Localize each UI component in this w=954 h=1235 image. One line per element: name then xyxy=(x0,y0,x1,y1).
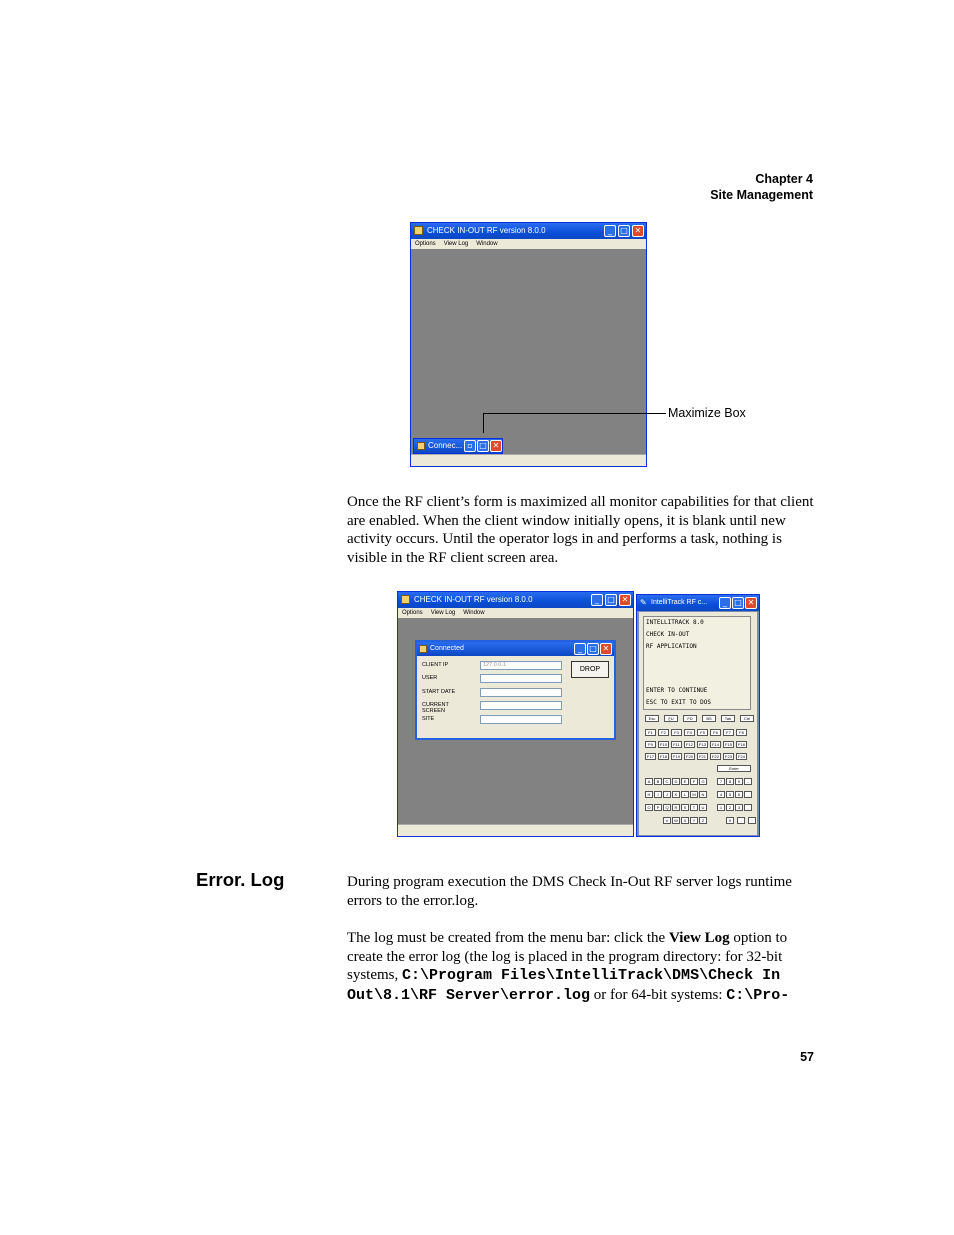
key-s[interactable]: S xyxy=(681,804,689,811)
key-a[interactable]: A xyxy=(645,778,653,785)
minimized-connected-window[interactable] xyxy=(413,438,503,454)
key-e[interactable]: E xyxy=(681,778,689,785)
callout-line-vertical xyxy=(483,413,484,433)
key-f16[interactable]: F16 xyxy=(736,741,747,748)
window-title: CHECK IN-OUT RF version 8.0.0 xyxy=(427,226,546,235)
key-f12[interactable]: F12 xyxy=(684,741,695,748)
key-f[interactable]: F xyxy=(690,778,698,785)
key-b[interactable]: B xyxy=(654,778,662,785)
maximize-icon-2[interactable]: □ xyxy=(605,594,617,606)
p3-pre: The log must be created from the menu bar: click the xyxy=(347,930,669,946)
key-f14[interactable]: F14 xyxy=(710,741,721,748)
key-f6[interactable]: F6 xyxy=(710,729,721,736)
key-[interactable]: - xyxy=(744,778,752,785)
menu-bar xyxy=(411,239,646,249)
menu-bar-2 xyxy=(398,608,633,618)
key-f24[interactable]: F24 xyxy=(736,753,747,760)
menu-view-log-2[interactable]: View Log xyxy=(430,610,456,616)
key-w[interactable]: W xyxy=(672,817,680,824)
status-bar xyxy=(411,454,646,466)
callout-line-horizontal xyxy=(483,413,666,414)
terminal-line: CHECK IN-OUT xyxy=(646,631,690,638)
status-bar-2 xyxy=(398,824,633,836)
terminal-title-bar xyxy=(637,595,759,611)
key-[interactable]: , xyxy=(744,791,752,798)
terminal-minimize-icon[interactable]: _ xyxy=(719,597,731,609)
key-0[interactable]: 0 xyxy=(726,817,734,824)
window-title-2: CHECK IN-OUT RF version 8.0.0 xyxy=(414,595,533,604)
key-k[interactable]: K xyxy=(672,791,680,798)
connected-window xyxy=(415,640,616,740)
key-fd[interactable]: FD xyxy=(683,715,697,722)
client-ip-field[interactable]: 127.0.0.1 xyxy=(480,661,562,670)
drop-button[interactable]: DROP xyxy=(571,661,609,678)
terminal-body xyxy=(639,612,757,835)
path-32bit: C:\Program Files\IntelliTrack\DMS\Check In Out\8.1\RF Server\error.log xyxy=(347,967,781,1004)
menu-view-log[interactable]: View Log xyxy=(443,241,469,247)
label-current-screen: CURRENT SCREEN xyxy=(422,702,449,714)
key-g[interactable]: G xyxy=(699,778,707,785)
key-2[interactable]: 2 xyxy=(726,804,734,811)
section-heading: Error. Log xyxy=(196,869,285,890)
page-number: 57 xyxy=(800,1050,814,1064)
key-l[interactable]: L xyxy=(681,791,689,798)
connected-maximize-icon[interactable]: □ xyxy=(587,643,599,655)
key-3[interactable]: 3 xyxy=(735,804,743,811)
key-f4[interactable]: F4 xyxy=(684,729,695,736)
terminal-line: ENTER TO CONTINUE xyxy=(646,687,708,694)
connected-icon xyxy=(419,645,427,653)
key-f21[interactable]: F21 xyxy=(697,753,708,760)
key-f23[interactable]: F23 xyxy=(723,753,734,760)
maximize-box-callout: Maximize Box xyxy=(668,406,746,420)
key-c[interactable]: C xyxy=(663,778,671,785)
terminal-line: INTELLITRACK 8.0 xyxy=(646,619,704,626)
key-r[interactable]: R xyxy=(672,804,680,811)
key-i[interactable]: I xyxy=(654,791,662,798)
start-date-field[interactable] xyxy=(480,688,562,697)
minimized-title: Connec... xyxy=(428,441,463,450)
key-v[interactable]: V xyxy=(663,817,671,824)
child-app-icon xyxy=(417,442,425,450)
user-field[interactable] xyxy=(480,674,562,683)
site-field[interactable] xyxy=(480,715,562,724)
key-f10[interactable]: F10 xyxy=(658,741,669,748)
key-d[interactable]: D xyxy=(672,778,680,785)
view-log-bold: View Log xyxy=(668,930,730,946)
child-close-icon[interactable]: ✕ xyxy=(490,440,502,452)
mdi-client-area xyxy=(411,249,646,457)
key-8[interactable]: 8 xyxy=(726,778,734,785)
key-f22[interactable]: F22 xyxy=(710,753,721,760)
key-f7[interactable]: F7 xyxy=(723,729,734,736)
key-f2[interactable]: F2 xyxy=(658,729,669,736)
maximize-box-icon[interactable]: □ xyxy=(477,440,489,452)
path-64bit: C:\Pro- xyxy=(726,986,790,1004)
key-bs[interactable]: BS xyxy=(702,715,716,722)
connected-minimize-icon[interactable]: _ xyxy=(574,643,586,655)
key-f15[interactable]: F15 xyxy=(723,741,734,748)
key-x[interactable]: X xyxy=(681,817,689,824)
menu-window[interactable]: Window xyxy=(476,241,498,247)
key-o[interactable]: O xyxy=(645,804,653,811)
key-f8[interactable]: F8 xyxy=(736,729,747,736)
key-h[interactable]: H xyxy=(645,791,653,798)
key-esc[interactable]: Esc xyxy=(645,715,659,722)
key-[interactable]: . xyxy=(737,817,745,824)
key-5[interactable]: 5 xyxy=(726,791,734,798)
key-f3[interactable]: F3 xyxy=(671,729,682,736)
key-[interactable]: · xyxy=(748,817,756,824)
app-icon xyxy=(414,226,423,235)
key-f13[interactable]: F13 xyxy=(697,741,708,748)
restore-icon[interactable]: ▫ xyxy=(464,440,476,452)
current-screen-field[interactable] xyxy=(480,701,562,710)
connected-title-bar xyxy=(417,642,614,656)
terminal-line: RF APPLICATION xyxy=(646,643,697,650)
key-q[interactable]: Q xyxy=(663,804,671,811)
close-icon[interactable]: ✕ xyxy=(632,225,644,237)
terminal-title: IntelliTrack RF c... xyxy=(651,599,708,606)
menu-window-2[interactable]: Window xyxy=(463,610,485,616)
monitor-window-screenshot xyxy=(397,591,634,837)
key-9[interactable]: 9 xyxy=(735,778,743,785)
connected-close-icon[interactable]: ✕ xyxy=(600,643,612,655)
close-icon-2[interactable]: ✕ xyxy=(619,594,631,606)
rf-terminal-window xyxy=(636,594,760,837)
key-6[interactable]: 6 xyxy=(735,791,743,798)
key-f20[interactable]: F20 xyxy=(684,753,695,760)
paragraph-view-log xyxy=(347,929,814,1005)
key-t[interactable]: T xyxy=(690,804,698,811)
label-client-ip: CLIENT IP xyxy=(422,662,449,668)
key-u[interactable]: U xyxy=(699,804,707,811)
key-f9[interactable]: F9 xyxy=(645,741,656,748)
key-f5[interactable]: F5 xyxy=(697,729,708,736)
key-m[interactable]: M xyxy=(690,791,698,798)
key-y[interactable]: Y xyxy=(690,817,698,824)
pencil-icon: ✎ xyxy=(640,598,647,607)
p3-mid: option to create the error log (the log is placed in the program directory: for 32-bit systems, xyxy=(347,930,788,984)
p3-mid2: or for 64-bit systems: xyxy=(590,986,727,1003)
key-p[interactable]: P xyxy=(654,804,662,811)
key-fu[interactable]: F̲U xyxy=(664,715,678,722)
key-z[interactable]: Z xyxy=(699,817,707,824)
label-site: SITE xyxy=(422,716,435,722)
keypad xyxy=(639,612,757,835)
minimize-icon-2[interactable]: _ xyxy=(591,594,603,606)
chapter-label: Chapter 4 xyxy=(755,172,813,186)
key-f1[interactable]: F1 xyxy=(645,729,656,736)
key-[interactable]: . xyxy=(744,804,752,811)
label-start-date: START DATE xyxy=(422,689,456,695)
minimize-icon[interactable]: _ xyxy=(604,225,616,237)
paragraph-error-log: During program execution the DMS Check In-Out RF server logs runtime errors to the error.log. xyxy=(347,874,792,909)
key-f19[interactable]: F19 xyxy=(671,753,682,760)
key-enter[interactable]: Enter xyxy=(717,765,751,772)
menu-options-2[interactable]: Options xyxy=(402,610,423,616)
label-user: USER xyxy=(422,675,438,681)
maximize-icon[interactable]: □ xyxy=(618,225,630,237)
key-f18[interactable]: F18 xyxy=(658,753,669,760)
connected-title: Connected xyxy=(430,645,464,652)
key-1[interactable]: 1 xyxy=(717,804,725,811)
app-icon-2 xyxy=(401,595,410,604)
terminal-close-icon[interactable]: ✕ xyxy=(745,597,757,609)
key-j[interactable]: J xyxy=(663,791,671,798)
key-4[interactable]: 4 xyxy=(717,791,725,798)
main-window-screenshot xyxy=(410,222,647,467)
terminal-maximize-icon[interactable]: □ xyxy=(732,597,744,609)
title-bar-2 xyxy=(398,592,633,608)
menu-options[interactable]: Options xyxy=(415,241,436,247)
key-f11[interactable]: F11 xyxy=(671,741,682,748)
key-tab[interactable]: Tab xyxy=(721,715,735,722)
section-label: Site Management xyxy=(710,188,813,202)
key-ctrl[interactable]: Ctrl xyxy=(740,715,754,722)
key-f17[interactable]: F17 xyxy=(645,753,656,760)
key-n[interactable]: N xyxy=(699,791,707,798)
paragraph-maximize: Once the RF client’s form is maximized all monitor capabilities for that client are enabled. When the client window initially opens, it is blank until new activity occurs. Until the operator logs in and performs a task, nothing is visible in the RF client screen area. xyxy=(347,494,814,566)
key-7[interactable]: 7 xyxy=(717,778,725,785)
title-bar xyxy=(411,223,646,239)
terminal-line: ESC TO EXIT TO DOS xyxy=(646,699,712,706)
